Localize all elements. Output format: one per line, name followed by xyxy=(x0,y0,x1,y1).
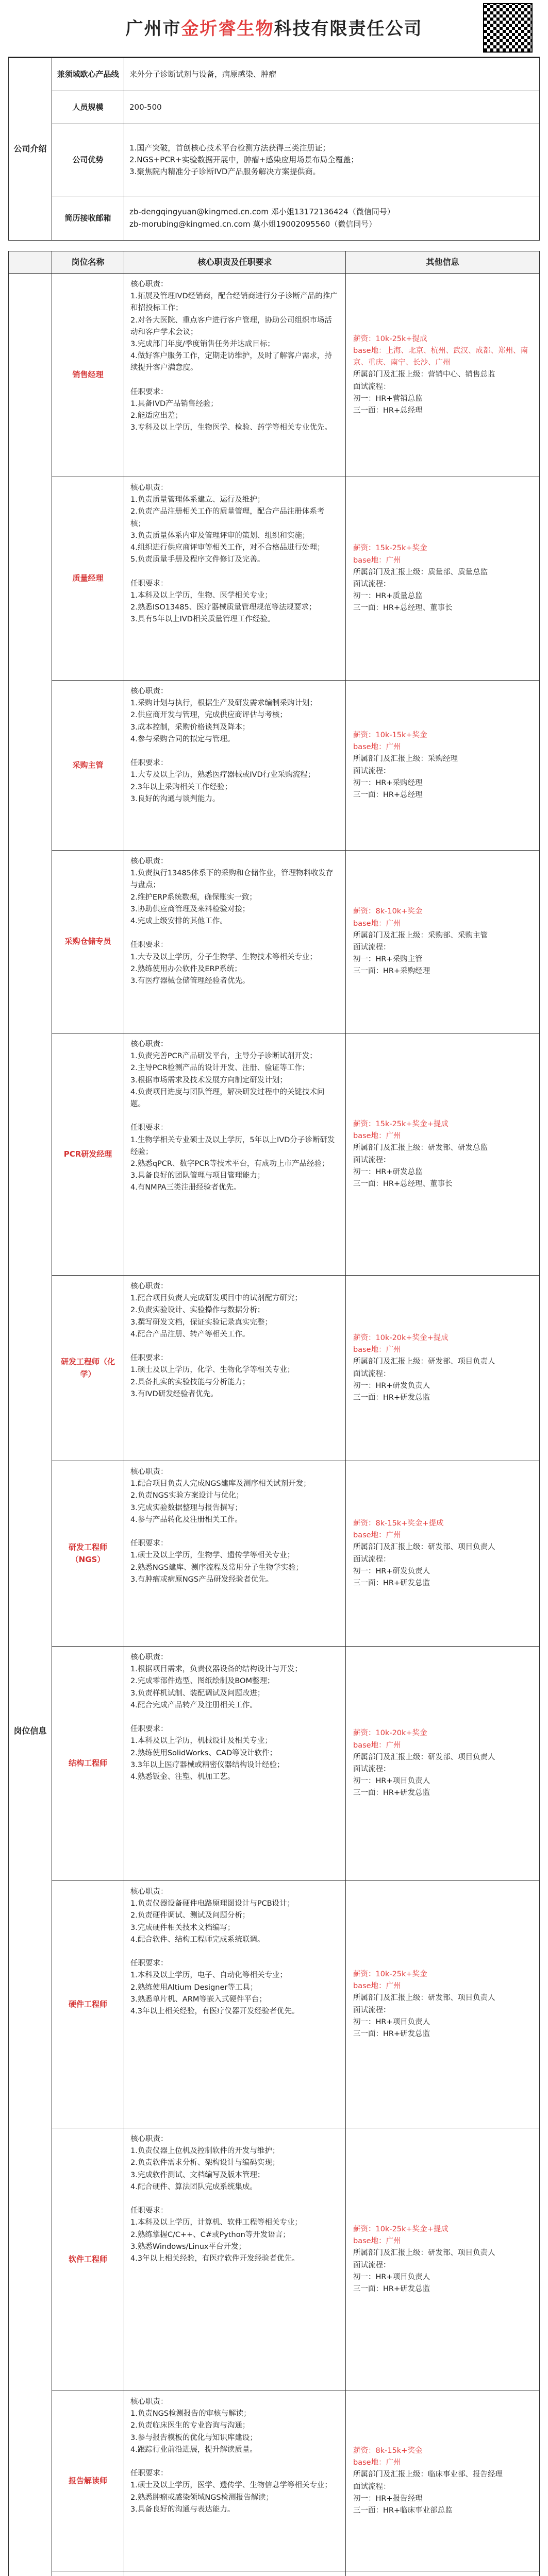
other-info-line: 三一面：HR+总经理 xyxy=(353,790,423,799)
requirement-line xyxy=(130,927,339,939)
requirement-line xyxy=(130,566,339,578)
other-info-line: 初一：HR+项目负责人 xyxy=(353,2273,430,2281)
position-row xyxy=(9,2391,540,2571)
requirement-line: 任职要求： xyxy=(130,1539,168,1548)
intro-value: zb-dengqingyuan@kingmed.cn.com 邓小姐13172136424（微信同号） zb-morubing@kingmed.cn.com 莫小姐19002095560（微信同号） xyxy=(124,196,540,241)
requirement-line: 核心职责： xyxy=(130,857,168,866)
position-name: 结构工程师 xyxy=(52,1647,124,1881)
position-other-info xyxy=(346,1881,540,2128)
requirement-line: 任职要求： xyxy=(130,2469,168,2478)
other-info-line: 初一：HR+采购经理 xyxy=(353,778,423,787)
other-info-line: 面试流程： xyxy=(353,382,391,391)
positions-group-label: 岗位信息 xyxy=(9,274,52,2576)
requirement-line: 4.负责项目进度与团队管理，解决研发过程中的关键技术问题。 xyxy=(130,1088,325,1108)
requirement-line: 4.3年以上相关经验，有医疗仪器开发经验者优先。 xyxy=(130,2007,300,2015)
other-info-line: base地：广州 xyxy=(353,2459,401,2467)
requirement-line: 4.完成上级安排的其他工作。 xyxy=(130,917,227,925)
position-requirements xyxy=(124,1881,346,2128)
requirement-line: 2.熟悉qPCR、数字PCR等技术平台，有成功上市产品经验； xyxy=(130,1159,329,1168)
position-row xyxy=(9,274,540,477)
intro-row xyxy=(9,58,540,91)
other-info-line: 三一面：HR+研发总监 xyxy=(353,2284,430,2293)
intro-row xyxy=(9,196,540,241)
requirement-line: 1.负责完善PCR产品研发平台，主导分子诊断试剂开发； xyxy=(130,1052,317,1061)
other-info-line: 所属部门及汇报上级：研发部、研发总监 xyxy=(353,1144,488,1153)
requirement-line: 3.熟悉Windows/Linux平台开发； xyxy=(130,2242,246,2251)
requirement-line: 核心职责： xyxy=(130,1653,168,1662)
other-info-line: 所属部门及汇报上级：研发部、项目负责人 xyxy=(353,1994,495,2003)
requirement-line: 核心职责： xyxy=(130,1468,168,1476)
requirement-line: 2.负责NGS实验方案设计与优化； xyxy=(130,1492,244,1500)
requirement-line: 核心职责： xyxy=(130,1040,168,1048)
requirement-line: 3.成本控制，采购价格谈判及降本； xyxy=(130,723,250,732)
requirement-line: 4.熟悉钣金、注塑、机加工艺。 xyxy=(130,1772,235,1781)
intro-row xyxy=(9,91,540,124)
requirement-line: 1.负责质量管理体系建立、运行及维护； xyxy=(130,496,265,504)
requirement-line: 2.熟练使用办公软件及ERP系统； xyxy=(130,964,242,973)
other-info-line: 薪资：8k-15k+奖金 xyxy=(353,2446,423,2455)
position-requirements xyxy=(124,681,346,851)
requirement-line: 4.参与采购合同的拟定与管理。 xyxy=(130,735,235,743)
requirement-line: 3.完成部门年度/季度销售任务并达成目标； xyxy=(130,340,275,348)
requirement-line: 4.配合完成产品转产及注册相关工作。 xyxy=(130,1701,257,1709)
position-requirements xyxy=(124,1276,346,1461)
other-info-line: 初一：HR+项目负责人 xyxy=(353,2018,430,2026)
requirement-line: 2.能适应出差； xyxy=(130,412,182,420)
intro-label: 简历接收邮箱 xyxy=(52,196,124,241)
header xyxy=(8,0,540,58)
intro-value: 200-500 xyxy=(124,91,540,124)
requirement-line: 3.专科及以上学历，生物医学、检验、药学等相关专业优先。 xyxy=(130,423,332,432)
requirement-line: 1.本科及以上学历，电子、自动化等相关专业； xyxy=(130,1971,287,1980)
other-info-line: 薪资：10k-25k+提成 xyxy=(353,334,427,343)
other-info-line: 面试流程： xyxy=(353,2006,391,2014)
other-info-line: 薪资：15k-25k+奖金 xyxy=(353,544,427,553)
other-info-line: 初一：HR+营销总监 xyxy=(353,394,423,403)
other-info-line: 初一：HR+质量总监 xyxy=(353,592,423,601)
intro-label: 公司优势 xyxy=(52,124,124,196)
other-info-line: 面试流程： xyxy=(353,1369,391,1378)
position-row xyxy=(9,1033,540,1276)
other-info-line: base地：广州 xyxy=(353,2237,401,2246)
other-info-line: base地：广州 xyxy=(353,1531,401,1540)
position-name: 软件工程师 xyxy=(52,2128,124,2391)
position-row xyxy=(9,477,540,681)
requirement-line: 3.有肿瘤或病原NGS产品研发经验者优先。 xyxy=(130,1575,274,1584)
requirement-line: 3.协助供应商管理及来料检验对接； xyxy=(130,905,250,913)
position-row xyxy=(9,2571,540,2576)
requirement-line: 3.撰写研发文档，保证实验记录真实完整； xyxy=(130,1318,272,1327)
other-info-line: base地：上海、北京、杭州、武汉、成都、郑州、南京、重庆、南宁、长沙、广州 xyxy=(353,347,528,367)
requirement-line: 3.良好的沟通与谈判能力。 xyxy=(130,794,220,803)
requirement-line: 1.大专及以上学历，分子生物学、生物技术等相关专业； xyxy=(130,953,317,961)
other-info-line: 所属部门及汇报上级：采购经理 xyxy=(353,755,458,764)
intro-value: 1.国产突破，首创核心技术平台检测方法获得三类注册证； 2.NGS+PCR+实验数据开展中，肿瘤+感染应用场景布局全覆盖； 3.聚焦院内精准分子诊断IVD产品服务解决方案提供商。 xyxy=(124,124,540,196)
intro-value: 来外分子诊断试剂与设备，病原感染、肿瘤 xyxy=(124,58,540,91)
requirement-line xyxy=(130,1341,339,1352)
other-info-line: base地：广州 xyxy=(353,556,401,565)
other-info-line: 面试流程： xyxy=(353,1555,391,1564)
position-row xyxy=(9,681,540,851)
requirement-line: 4.做好客户服务工作，定期走访维护，及时了解客户需求，持续提升客户满意度。 xyxy=(130,352,332,372)
intro-row xyxy=(9,124,540,196)
requirement-line: 1.生物学相关专业硕士及以上学历，5年以上IVD分子诊断研发经验； xyxy=(130,1136,335,1156)
requirement-line: 任职要求： xyxy=(130,387,168,396)
position-other-info xyxy=(346,2391,540,2571)
other-info-line: 薪资：15k-25k+奖金+提成 xyxy=(353,1120,449,1128)
intro-group-label: 公司介绍 xyxy=(9,58,52,241)
other-info-line: 初一：HR+项目负责人 xyxy=(353,1777,430,1786)
other-info-line: 薪资：10k-20k+奖金+提成 xyxy=(353,1333,449,1342)
position-requirements xyxy=(124,2391,346,2571)
position-requirements xyxy=(124,2571,346,2576)
other-info-line: base地：广州 xyxy=(353,1741,401,1750)
requirement-line: 4.有NMPA三类注册经验者优先。 xyxy=(130,1183,241,1192)
position-name xyxy=(52,2571,124,2576)
requirement-line: 1.负责仪器上位机及控制软件的开发与维护； xyxy=(130,2147,280,2156)
other-info-line: 薪资：8k-10k+奖金 xyxy=(353,907,423,916)
requirement-line: 2.负责临床医生的专业咨询与沟通； xyxy=(130,2421,250,2430)
other-info-line: 所属部门及汇报上级：研发部、项目负责人 xyxy=(353,1358,495,1366)
requirement-line: 任职要求： xyxy=(130,2207,168,2215)
position-other-info xyxy=(346,2571,540,2576)
company-name xyxy=(8,14,540,40)
requirement-line: 核心职责： xyxy=(130,687,168,696)
other-info-line: base地：广州 xyxy=(353,919,401,928)
requirement-line: 1.根据项目需求，负责仪器设备的结构设计与开发； xyxy=(130,1665,302,1674)
requirement-line: 1.本科及以上学历，生物、医学相关专业； xyxy=(130,591,272,600)
position-name: 采购主管 xyxy=(52,681,124,851)
other-info-line: 初一：HR+研发总监 xyxy=(353,1167,423,1176)
position-name: 采购仓储专员 xyxy=(52,851,124,1033)
requirement-line: 2.熟练使用Altium Designer等工具； xyxy=(130,1983,258,1992)
requirement-line xyxy=(130,2193,339,2205)
other-info-line: 三一面：HR+临床事业部总监 xyxy=(353,2506,453,2515)
requirement-line: 4.3年以上相关经验，有医疗软件开发经验者优先。 xyxy=(130,2254,300,2263)
requirement-line: 1.本科及以上学历，计算机、软件工程等相关专业； xyxy=(130,2218,302,2227)
requirement-line: 2.维护ERP系统数据，确保账实一致； xyxy=(130,893,257,902)
requirement-line: 1.配合项目负责人完成NGS建库及测序相关试剂开发； xyxy=(130,1480,311,1488)
requirement-line: 2.负责软件需求分析、架构设计与编码实现； xyxy=(130,2159,280,2167)
requirement-line: 1.硕士及以上学历，生物学、遗传学等相关专业； xyxy=(130,1551,295,1560)
intro-label: 兼须域欧心产品线 xyxy=(52,58,124,91)
other-info-line: 面试流程： xyxy=(353,1156,391,1164)
requirement-line: 3.具备良好的沟通与表达能力。 xyxy=(130,2505,235,2514)
requirement-line: 核心职责： xyxy=(130,2135,168,2143)
position-other-info xyxy=(346,1461,540,1647)
requirement-line: 5.负责质量手册及程序文件修订及完善。 xyxy=(130,555,265,564)
position-name: 研发工程师（化学） xyxy=(52,1276,124,1461)
other-info-line: 所属部门及汇报上级：质量部、质量总监 xyxy=(353,568,488,577)
requirement-line: 2.具备扎实的实验技能与分析能力； xyxy=(130,1378,250,1386)
company-name-suffix: 科技有限责任公司 xyxy=(274,19,423,39)
positions-header-name: 岗位名称 xyxy=(52,251,124,274)
other-info-line: 三一面：HR+采购经理 xyxy=(353,967,430,976)
other-info-line: 所属部门及汇报上级：临床事业部、报告经理 xyxy=(353,2470,503,2479)
position-row xyxy=(9,1647,540,1881)
position-requirements xyxy=(124,477,346,681)
requirement-line: 3.具有5年以上IVD相关质量管理工作经验。 xyxy=(130,615,275,624)
position-other-info xyxy=(346,681,540,851)
requirement-line: 核心职责： xyxy=(130,2398,168,2406)
requirement-line: 任职要求： xyxy=(130,759,168,768)
requirement-line: 2.熟悉肿瘤或感染领域NGS检测报告解读； xyxy=(130,2493,274,2502)
other-info-line: 三一面：HR+研发总监 xyxy=(353,1579,430,1587)
requirement-line: 1.负责NGS检测报告的审核与解读； xyxy=(130,2410,251,2418)
requirement-line: 4.组织进行供应商评审等相关工作，对不合格品进行处理； xyxy=(130,543,325,552)
requirement-line: 核心职责： xyxy=(130,1282,168,1291)
requirement-line: 3.有IVD研发经验者优先。 xyxy=(130,1389,218,1398)
requirement-line xyxy=(130,375,339,386)
requirement-line: 1.负责仪器设备硬件电路原理图设计与PCB设计； xyxy=(130,1900,295,1908)
requirement-line: 1.拓展及管理IVD经销商，配合经销商进行分子诊断产品的推广和招投标工作； xyxy=(130,292,338,313)
other-info-line: 三一面：HR+研发总监 xyxy=(353,1393,430,1402)
requirement-line: 核心职责： xyxy=(130,484,168,492)
requirement-line: 核心职责： xyxy=(130,280,168,289)
position-requirements xyxy=(124,1461,346,1647)
position-other-info xyxy=(346,1276,540,1461)
position-row xyxy=(9,1276,540,1461)
other-info-line: 所属部门及汇报上级：研发部、项目负责人 xyxy=(353,1753,495,1761)
other-info-line: 初一：HR+研发负责人 xyxy=(353,1567,430,1575)
requirement-line: 2.熟练使用SolidWorks、CAD等设计软件； xyxy=(130,1749,277,1757)
requirement-line: 1.具备IVD产品销售经验； xyxy=(130,399,218,408)
other-info-line: 面试流程： xyxy=(353,1765,391,1773)
requirement-line: 任职要求： xyxy=(130,579,168,588)
positions-header-other: 其他信息 xyxy=(346,251,540,274)
position-row xyxy=(9,851,540,1033)
requirement-line: 2.熟悉ISO13485、医疗器械质量管理规范等法规要求； xyxy=(130,603,317,612)
other-info-line: 所属部门及汇报上级：研发部、项目负责人 xyxy=(353,1543,495,1552)
position-other-info xyxy=(346,851,540,1033)
position-row xyxy=(9,1881,540,2128)
position-name: 报告解读师 xyxy=(52,2391,124,2571)
other-info-line: 初一：HR+采购主管 xyxy=(353,955,423,964)
requirement-line: 3.根据市场需求及技术发展方向制定研发计划； xyxy=(130,1076,287,1084)
company-name-highlight: 金圻睿生物 xyxy=(181,19,274,39)
requirement-line: 任职要求： xyxy=(130,1124,168,1132)
requirement-line: 任职要求： xyxy=(130,1354,168,1363)
requirement-line xyxy=(130,1711,339,1723)
requirement-line: 3.完成软件测试、文档编写及版本管理； xyxy=(130,2171,265,2179)
requirement-line: 4.配合产品注册、转产等相关工作。 xyxy=(130,1330,250,1338)
position-name: 质量经理 xyxy=(52,477,124,681)
requirement-line: 4.配合硬件、算法团队完成系统集成。 xyxy=(130,2182,257,2191)
requirement-line xyxy=(130,1526,339,1538)
other-info-line: 薪资：8k-15k+奖金+提成 xyxy=(353,1519,444,1528)
requirement-line: 2.熟练掌握C/C++、C#或Python等开发语言； xyxy=(130,2230,290,2239)
requirement-line xyxy=(130,1110,339,1122)
position-other-info xyxy=(346,2128,540,2391)
spacer xyxy=(8,241,540,251)
other-info-line: 所属部门及汇报上级：采购部、采购主管 xyxy=(353,931,488,940)
intro-table xyxy=(8,58,540,241)
other-info-line: 初一：HR+报告经理 xyxy=(353,2494,423,2503)
positions-header-row xyxy=(9,251,540,274)
requirement-line: 3.参与报告模板的优化与知识库建设； xyxy=(130,2433,257,2442)
position-name: 硬件工程师 xyxy=(52,1881,124,2128)
other-info-line: 薪资：10k-15k+奖金 xyxy=(353,731,427,739)
positions-header-req: 核心职责及任职要求 xyxy=(124,251,346,274)
positions-body xyxy=(9,274,540,2576)
requirement-line xyxy=(130,745,339,757)
position-other-info xyxy=(346,274,540,477)
requirement-line: 2.负责实验设计、实验操作与数据分析； xyxy=(130,1306,265,1315)
requirement-line: 2.熟悉NGS建库、测序流程及常用分子生物学实验； xyxy=(130,1563,304,1572)
position-requirements xyxy=(124,1033,346,1276)
other-info-line: 所属部门及汇报上级：研发部、项目负责人 xyxy=(353,2249,495,2258)
requirement-line: 3.完成硬件相关技术文档编写； xyxy=(130,1923,235,1932)
requirement-line: 2.负责产品注册相关工作的质量管理，配合产品注册体系考核； xyxy=(130,507,325,528)
requirement-line: 3.3年以上医疗器械或精密仪器结构设计经验； xyxy=(130,1760,285,1769)
position-row xyxy=(9,2128,540,2391)
other-info-line: 三一面：HR+总经理、董事长 xyxy=(353,604,453,613)
requirement-line: 任职要求： xyxy=(130,1959,168,1968)
other-info-line: 薪资：10k-25k+奖金 xyxy=(353,1970,427,1978)
requirement-line xyxy=(130,1946,339,1958)
requirement-line: 1.硕士及以上学历，化学、生物化学等相关专业； xyxy=(130,1366,295,1375)
position-requirements xyxy=(124,2128,346,2391)
other-info-line: base地：广州 xyxy=(353,743,401,752)
requirement-line: 2.主导PCR检测产品的设计开发、注册、验证等工作； xyxy=(130,1064,310,1073)
requirement-line: 1.硕士及以上学历，医学、遗传学、生物信息学等相关专业； xyxy=(130,2481,332,2490)
other-info-line: 面试流程： xyxy=(353,943,391,952)
requirement-line: 1.采购计划与执行，根据生产及研发需求编制采购计划； xyxy=(130,699,317,708)
requirement-line: 2.供应商开发与管理，完成供应商评估与考核； xyxy=(130,711,287,720)
requirement-line: 核心职责： xyxy=(130,1888,168,1896)
position-requirements xyxy=(124,851,346,1033)
requirement-line: 3.熟悉单片机、ARM等嵌入式硬件平台； xyxy=(130,1995,267,2004)
position-name: 研发工程师（NGS） xyxy=(52,1461,124,1647)
requirement-line: 1.负责执行13485体系下的采购和仓储作业，管理物料收发存与盘点； xyxy=(130,869,334,890)
requirement-line: 2.完成零部件选型、图纸绘制及BOM整理； xyxy=(130,1677,275,1686)
position-name: 销售经理 xyxy=(52,274,124,477)
position-other-info xyxy=(346,1647,540,1881)
other-info-line: base地：广州 xyxy=(353,1132,401,1141)
qr-code-icon xyxy=(483,3,533,53)
requirement-line: 4.参与产品转化及注册相关工作。 xyxy=(130,1515,242,1524)
requirement-line: 3.负责样机试制、装配调试及问题改进； xyxy=(130,1689,265,1698)
other-info-line: 三一面：HR+总经理、董事长 xyxy=(353,1179,453,1188)
other-info-line: 初一：HR+研发负责人 xyxy=(353,1381,430,1390)
positions-table xyxy=(8,251,540,2576)
requirement-line: 2.负责硬件调试、测试及问题分析； xyxy=(130,1911,250,1920)
position-other-info xyxy=(346,1033,540,1276)
position-requirements xyxy=(124,1647,346,1881)
other-info-line: base地：广州 xyxy=(353,1346,401,1354)
other-info-line: 三一面：HR+研发总监 xyxy=(353,1789,430,1798)
requirement-line: 任职要求： xyxy=(130,1725,168,1734)
requirement-line: 4.跟踪行业前沿进展，提升解读质量。 xyxy=(130,2445,257,2454)
other-info-line: 面试流程： xyxy=(353,767,391,775)
other-info-line: 三一面：HR+总经理 xyxy=(353,406,423,415)
position-other-info xyxy=(346,477,540,681)
other-info-line: 面试流程： xyxy=(353,2261,391,2269)
requirement-line: 3.负责质量体系内审及管理评审的策划、组织和实施； xyxy=(130,531,310,540)
requirement-line: 3.完成实验数据整理与报告撰写； xyxy=(130,1503,242,1512)
intro-label: 人员规模 xyxy=(52,91,124,124)
position-name: PCR研发经理 xyxy=(52,1033,124,1276)
requirement-line: 1.本科及以上学历，机械设计及相关专业； xyxy=(130,1737,272,1745)
other-info-line: 面试流程： xyxy=(353,2482,391,2491)
position-requirements xyxy=(124,274,346,477)
other-info-line: 薪资：10k-25k+奖金+提成 xyxy=(353,2225,449,2233)
other-info-line: 三一面：HR+研发总监 xyxy=(353,2029,430,2038)
other-info-line: base地：广州 xyxy=(353,1982,401,1991)
other-info-line: 所属部门及汇报上级：营销中心、销售总监 xyxy=(353,370,495,379)
requirement-line xyxy=(130,2456,339,2468)
requirement-line: 3.具备良好的团队管理与项目管理能力； xyxy=(130,1172,265,1180)
requirement-line: 2.3年以上采购相关工作经验； xyxy=(130,783,233,791)
requirement-line: 1.大专及以上学历，熟悉医疗器械或IVD行业采购流程； xyxy=(130,771,315,779)
company-name-prefix: 广州市 xyxy=(125,19,181,39)
requirement-line: 2.对各大医院、重点客户进行客户管理，协助公司组织市场活动和客户学术会议； xyxy=(130,316,332,336)
other-info-line: 薪资：10k-20k+奖金 xyxy=(353,1729,427,1738)
requirement-line: 4.配合软件、结构工程师完成系统联调。 xyxy=(130,1935,265,1944)
position-row xyxy=(9,1461,540,1647)
other-info-line: 面试流程： xyxy=(353,580,391,588)
positions-header-group xyxy=(9,251,52,274)
requirement-line: 任职要求： xyxy=(130,941,168,950)
requirement-line: 1.配合项目负责人完成研发项目中的试剂配方研究； xyxy=(130,1294,302,1303)
requirement-line: 3.有医疗器械仓储管理经验者优先。 xyxy=(130,976,250,985)
